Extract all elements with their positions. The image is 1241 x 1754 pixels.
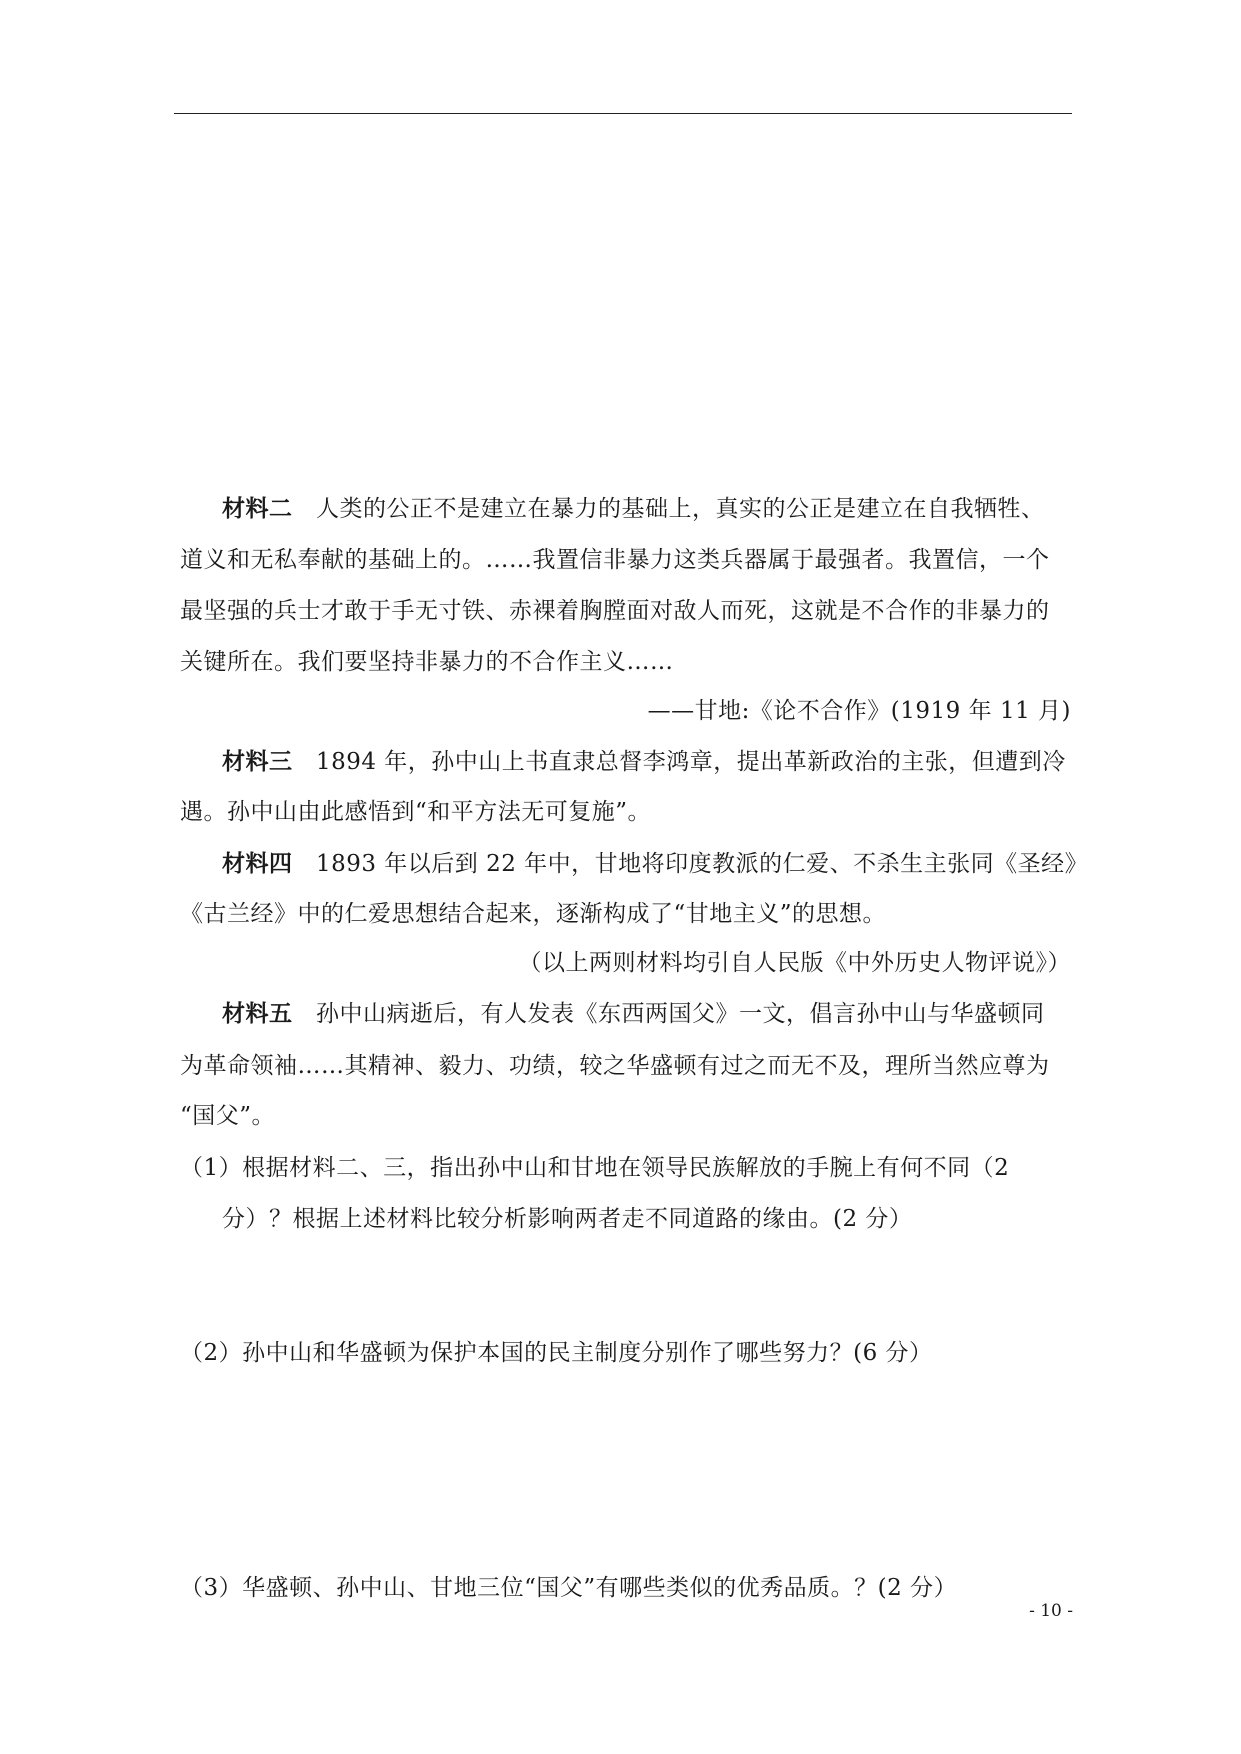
material4-source: （以上两则材料均引自人民版《中外历史人物评说》） xyxy=(518,950,1071,976)
material3-line2: 遇。孙中山由此感悟到“和平方法无可复施”。 xyxy=(180,799,652,825)
material3-label: 材料三 xyxy=(222,748,293,775)
material2-label: 材料二 xyxy=(222,495,293,522)
material2-line1: 材料二 人类的公正不是建立在暴力的基础上，真实的公正是建立在自我牺牲、 xyxy=(222,495,1045,522)
page-number: - 10 - xyxy=(1029,1601,1073,1621)
header-rule xyxy=(174,113,1072,114)
material2-source: ——甘地:《论不合作》(1919 年 11 月) xyxy=(647,698,1071,724)
material3-line1: 材料三 1894 年，孙中山上书直隶总督李鸿章，提出革新政治的主张，但遭到冷 xyxy=(222,748,1066,775)
material2-line4: 关键所在。我们要坚持非暴力的不合作主义…… xyxy=(180,649,674,675)
question-1-line1: （1）根据材料二、三，指出孙中山和甘地在领导民族解放的手腕上有何不同（2 xyxy=(180,1155,1010,1181)
material4-line1: 材料四 1893 年以后到 22 年中，甘地将印度教派的仁爱、不杀生主张同《圣经》 xyxy=(222,850,1089,877)
material4-label: 材料四 xyxy=(222,850,293,877)
material5-line1: 材料五 孙中山病逝后，有人发表《东西两国父》一文，倡言孙中山与华盛顿同 xyxy=(222,1000,1045,1027)
question-1-line2: 分）？根据上述材料比较分析影响两者走不同道路的缘由。(2 分） xyxy=(222,1206,913,1232)
material5-label: 材料五 xyxy=(222,1000,293,1027)
material5-line2: 为革命领袖……其精神、毅力、功绩，较之华盛顿有过之而无不及，理所当然应尊为 xyxy=(180,1053,1050,1079)
material2-line2: 道义和无私奉献的基础上的。……我置信非暴力这类兵器属于最强者。我置信，一个 xyxy=(180,547,1050,573)
question-3: （3）华盛顿、孙中山、甘地三位“国父”有哪些类似的优秀品质。？(2 分） xyxy=(180,1575,958,1601)
material5-line3: “国父”。 xyxy=(180,1103,276,1129)
material4-line2: 《古兰经》中的仁爱思想结合起来，逐渐构成了“甘地主义”的思想。 xyxy=(180,901,887,927)
material2-line3: 最坚强的兵士才敢于手无寸铁、赤裸着胸膛面对敌人而死，这就是不合作的非暴力的 xyxy=(180,598,1050,624)
question-2: （2）孙中山和华盛顿为保护本国的民主制度分别作了哪些努力？(6 分） xyxy=(180,1340,933,1366)
